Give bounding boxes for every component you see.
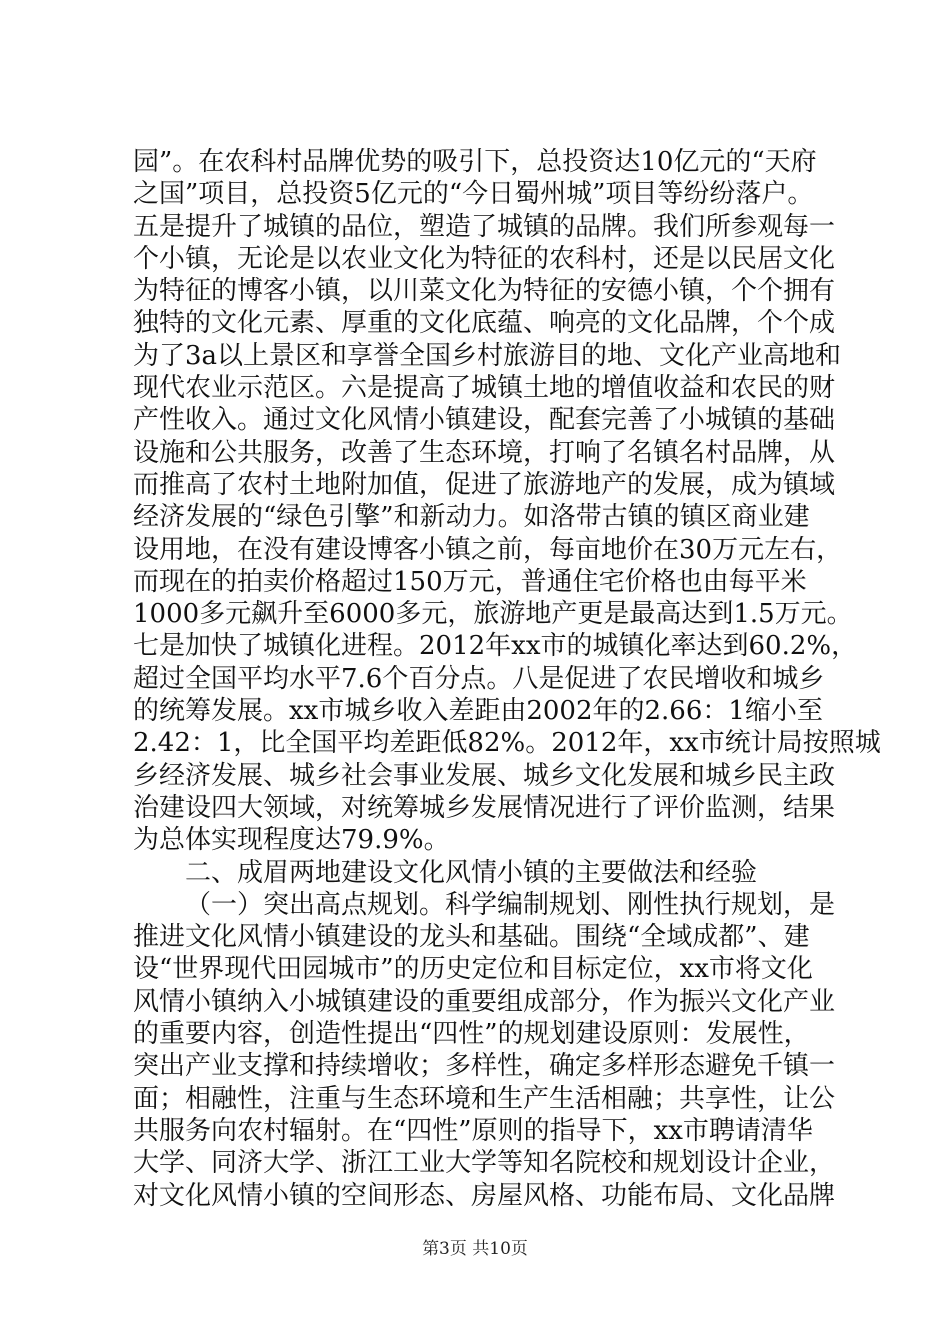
text-line: 为总体实现程度达79.9%。	[133, 825, 450, 856]
body-text	[133, 146, 881, 1212]
text-line: 产性收入。通过文化风情小镇建设，配套完善了小城镇的基础	[133, 405, 836, 436]
subsection-heading-line: （一）突出高点规划。科学编制规划、刚性执行规划，是	[185, 889, 836, 920]
text-line: 之国”项目，总投资5亿元的“今日蜀州城”项目等纷纷落户。	[133, 179, 814, 210]
section-heading: 二、成眉两地建设文化风情小镇的主要做法和经验	[185, 857, 758, 888]
text-line: 而推高了农村土地附加值，促进了旅游地产的发展，成为镇域	[133, 469, 836, 500]
text-line: 经济发展的“绿色引擎”和新动力。如洛带古镇的镇区商业建	[133, 502, 810, 533]
text-line: 的重要内容，创造性提出“四性”的规划建设原则：发展性，	[133, 1019, 810, 1050]
text-line: 1000多元飙升至6000多元，旅游地产更是最高达到1.5万元。	[133, 599, 853, 630]
text-line: 大学、同济大学、浙江工业大学等知名院校和规划设计企业，	[133, 1148, 836, 1179]
text-line: 突出产业支撑和持续增收；多样性，确定多样形态避免千镇一	[133, 1051, 836, 1082]
text-line: 对文化风情小镇的空间形态、房屋风格、功能布局、文化品牌	[133, 1180, 836, 1211]
text-line: 五是提升了城镇的品位，塑造了城镇的品牌。我们所参观每一	[133, 211, 836, 242]
text-line: 推进文化风情小镇建设的龙头和基础。围绕“全域成都”、建	[133, 922, 810, 953]
text-line: 现代农业示范区。六是提高了城镇土地的增值收益和农民的财	[133, 373, 836, 404]
text-line: 共服务向农村辐射。在“四性”原则的指导下，xx市聘请清华	[133, 1115, 813, 1146]
text-line: 治建设四大领域，对统筹城乡发展情况进行了评价监测，结果	[133, 792, 836, 823]
text-line: 2.42：1，比全国平均差距低82%。2012年，xx市统计局按照城	[133, 728, 881, 759]
text-line: 园”。在农科村品牌优势的吸引下，总投资达10亿元的“天府	[133, 147, 817, 177]
text-line: 的统筹发展。xx市城乡收入差距由2002年的2.66：1缩小至	[133, 696, 823, 727]
text-line: 设施和公共服务，改善了生态环境，打响了名镇名村品牌，从	[133, 437, 836, 468]
page-number-footer: 第3页 共10页	[422, 1239, 528, 1259]
text-line: 而现在的拍卖价格超过150万元，普通住宅价格也由每平米	[133, 566, 807, 597]
text-line: 独特的文化元素、厚重的文化底蕴、响亮的文化品牌，个个成	[133, 308, 836, 339]
text-line: 为了3a以上景区和享誉全国乡村旅游目的地、文化产业高地和	[133, 340, 842, 371]
text-line: 设“世界现代田园城市”的历史定位和目标定位，xx市将文化	[133, 954, 813, 985]
text-line: 乡经济发展、城乡社会事业发展、城乡文化发展和城乡民主政	[133, 760, 836, 791]
text-line: 设用地，在没有建设博客小镇之前，每亩地价在30万元左右，	[133, 534, 843, 565]
text-line: 个小镇，无论是以农业文化为特征的农科村，还是以民居文化	[133, 243, 836, 274]
text-line: 为特征的博客小镇，以川菜文化为特征的安德小镇，个个拥有	[133, 276, 836, 307]
text-line: 风情小镇纳入小城镇建设的重要组成部分，作为振兴文化产业	[133, 986, 836, 1017]
text-line: 七是加快了城镇化进程。2012年xx市的城镇化率达到60.2%，	[133, 631, 858, 662]
text-line: 超过全国平均水平7.6个百分点。八是促进了农民增收和城乡	[133, 663, 825, 694]
text-line: 面；相融性，注重与生态环境和生产生活相融；共享性，让公	[133, 1083, 836, 1114]
